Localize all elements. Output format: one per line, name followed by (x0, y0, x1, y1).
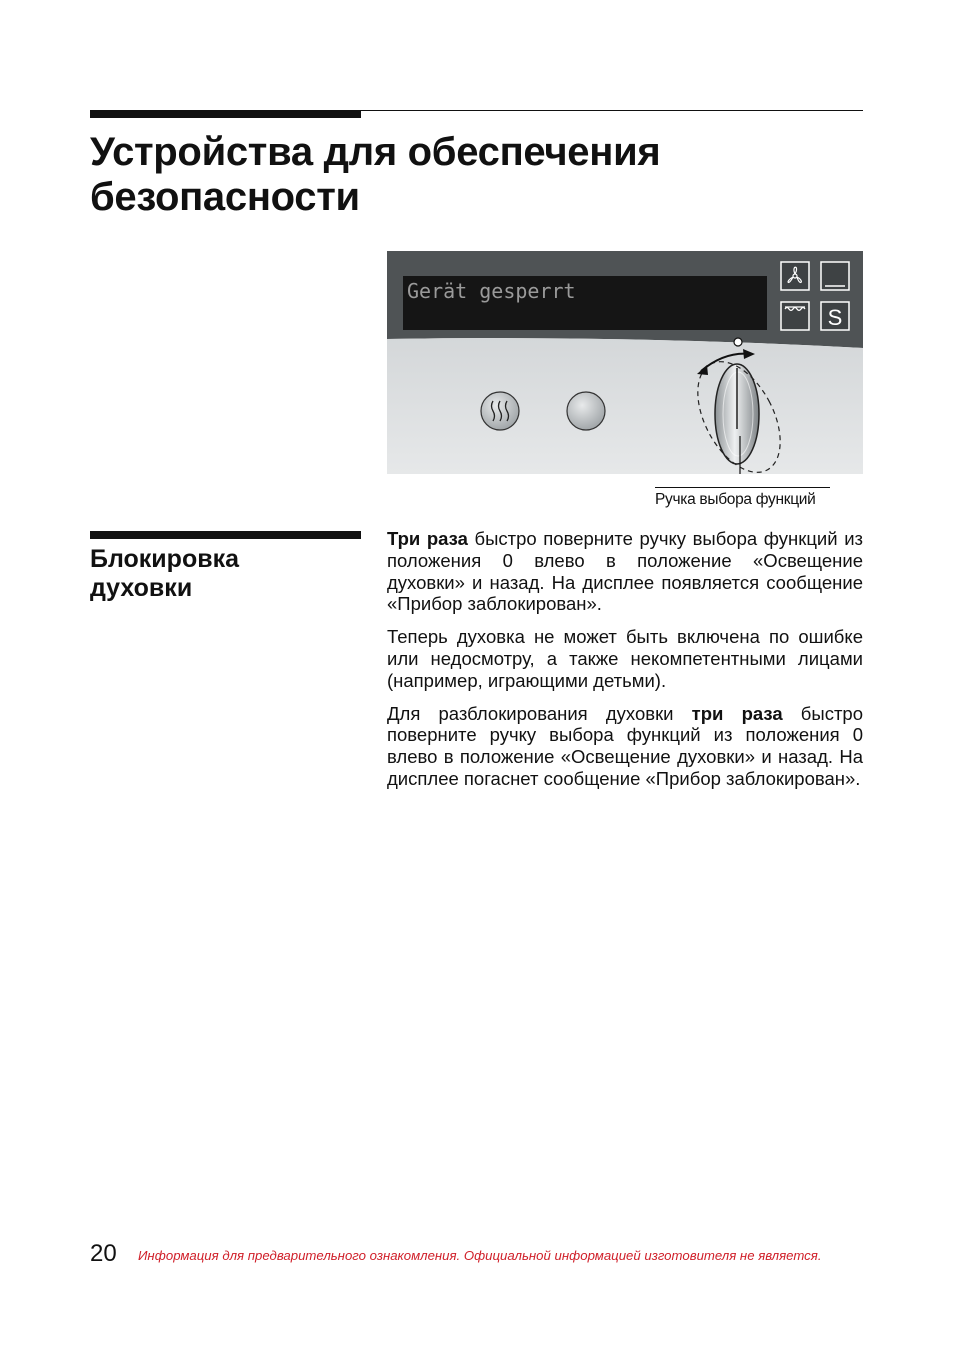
s-button-label: S (827, 305, 843, 330)
paragraph-3 (387, 703, 863, 790)
paragraph-1-text: быстро поверните ручку выбора функций из положения 0 влево в положение «Освещение духовки» и назад. На дисплее появляется сообщение «Прибор заблокирован». (387, 528, 864, 615)
section-title-line-1: Блокировка (90, 545, 239, 573)
section-thick-rule (90, 531, 361, 539)
paragraph-1-bold: Три раза (387, 528, 468, 549)
position-indicator-dot (734, 338, 742, 346)
grill-icon[interactable] (781, 302, 809, 330)
page-title-line-1: Устройства для обеспечения (90, 130, 661, 174)
paragraph-3-bold: три раза (691, 702, 783, 724)
round-button[interactable] (567, 392, 605, 430)
section-body (387, 528, 863, 801)
section-title-line-2: духовки (90, 574, 193, 602)
display-text: Gerät gesperrt (407, 279, 576, 303)
header-thin-rule (361, 110, 863, 111)
paragraph-3-text: быстро поверните ручку выбора функций из положения 0 влево в положение «Освещение духовки» и назад. На дисплее погаснет сообщение «Прибор заблокирован». (387, 702, 864, 789)
illustration-caption: Ручка выбора функций (655, 491, 816, 508)
paragraph-2 (387, 626, 863, 691)
paragraph-2-text: Теперь духовка не может быть включена по ошибке или недосмотру, а также некомпетентными лицами (например, играющими детьми). (387, 626, 863, 691)
caption-rule (655, 487, 830, 488)
page-title-line-2: безопасности (90, 175, 360, 219)
page-number: 20 (90, 1240, 117, 1267)
oven-control-panel-illustration (387, 251, 863, 474)
footer-disclaimer: Информация для предварительного ознакомления. Официальной информацией изготовителя не является. (138, 1248, 822, 1263)
header-thick-rule (90, 110, 361, 118)
section-title (90, 545, 360, 603)
paragraph-1 (387, 528, 863, 615)
s-button-icon[interactable] (821, 302, 849, 330)
page-title (90, 130, 850, 220)
heat-waves-button[interactable] (481, 392, 519, 430)
fan-icon[interactable] (781, 262, 809, 290)
panel-lower (387, 338, 863, 474)
top-heat-icon[interactable] (821, 262, 849, 290)
paragraph-3-pre: Для разблокирования духовки (387, 702, 692, 724)
